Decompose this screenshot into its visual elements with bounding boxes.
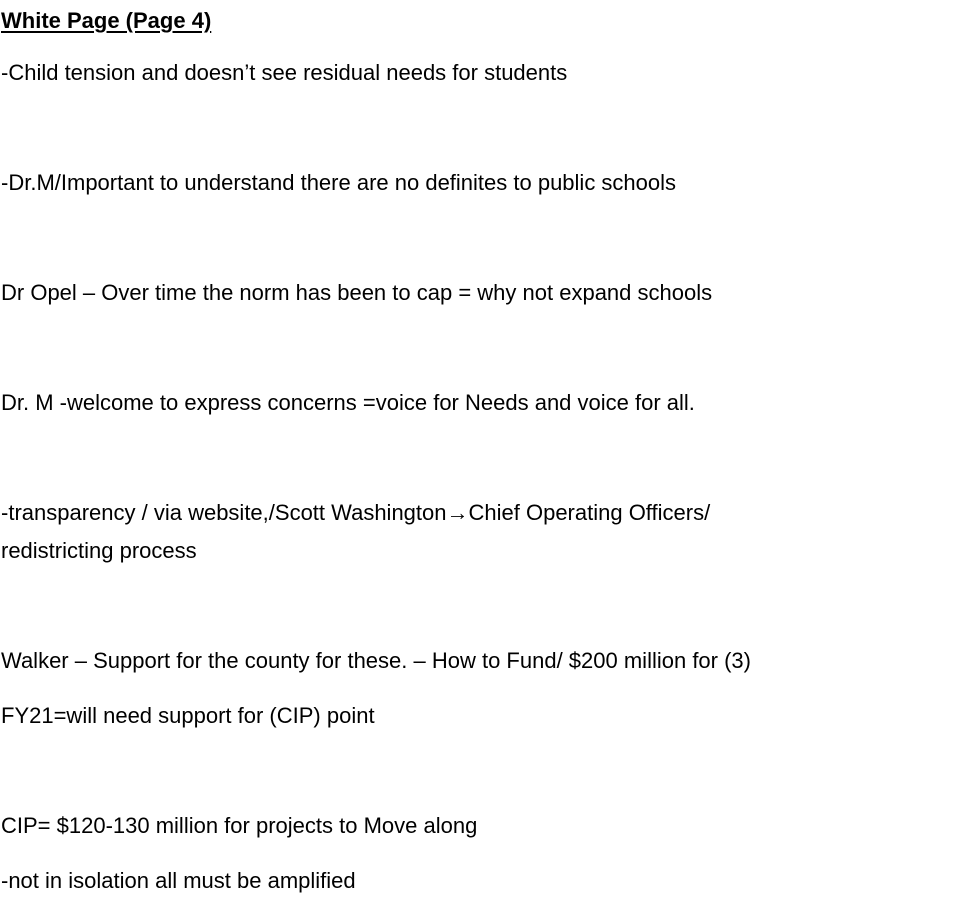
note-line-8: CIP= $120-130 million for projects to Move along	[1, 813, 478, 838]
note-line-4: Dr. M -welcome to express concerns =voice for Needs and voice for all.	[1, 390, 695, 415]
note-line-1: -Child tension and doesn’t see residual needs for students	[1, 60, 568, 85]
page-heading: White Page (Page 4)	[1, 8, 212, 33]
note-line-9: -not in isolation all must be amplified	[1, 868, 356, 893]
note-line-5-continued: redistricting process	[1, 538, 197, 563]
note-line-5: -transparency / via website,/Scott Washington→Chief Operating Officers/	[1, 500, 711, 525]
note-line-7: FY21=will need support for (CIP) point	[1, 703, 375, 728]
note-line-6: Walker – Support for the county for these. – How to Fund/ $200 million for (3)	[1, 648, 751, 673]
note-line-3: Dr Opel – Over time the norm has been to cap = why not expand schools	[1, 280, 713, 305]
note-line-2: -Dr.M/Important to understand there are no definites to public schools	[1, 170, 677, 195]
